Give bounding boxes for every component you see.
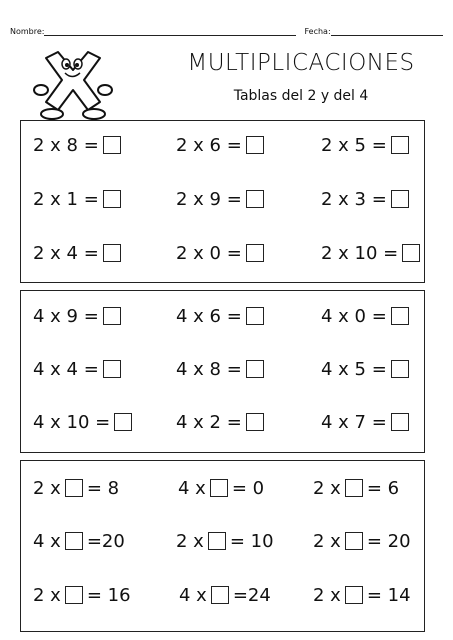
exercise-result: = 20 — [366, 530, 411, 552]
exercise — [176, 133, 268, 157]
exercise-row — [21, 476, 424, 500]
exercise-text: 4 x 5 = — [321, 358, 387, 380]
exercise-prefix: 2 x — [313, 530, 341, 552]
exercise-prefix: 2 x — [33, 584, 61, 606]
exercise-text: 4 x 4 = — [33, 358, 99, 380]
exercise — [33, 357, 125, 381]
answer-box[interactable] — [103, 360, 121, 378]
exercise-text: 2 x 9 = — [176, 188, 242, 210]
exercise-result: = 14 — [366, 584, 411, 606]
table-4-section — [20, 290, 425, 453]
exercise — [176, 410, 268, 434]
exercise-text: 4 x 0 = — [321, 305, 387, 327]
exercise-text: 4 x 9 = — [33, 305, 99, 327]
exercise-row — [21, 410, 424, 434]
exercise — [321, 304, 413, 328]
answer-box[interactable] — [391, 136, 409, 154]
exercise-prefix: 2 x — [313, 584, 341, 606]
name-date-header — [10, 20, 443, 36]
answer-box[interactable] — [114, 413, 132, 431]
answer-box[interactable] — [246, 244, 264, 262]
exercise — [33, 241, 125, 265]
answer-box[interactable] — [345, 532, 363, 550]
exercise — [176, 529, 274, 553]
exercise-text: 2 x 10 = — [321, 242, 399, 264]
exercise-row — [21, 529, 424, 553]
exercise-result: = 6 — [366, 477, 400, 499]
exercise-result: = 8 — [86, 477, 120, 499]
exercise — [33, 187, 125, 211]
answer-box[interactable] — [208, 532, 226, 550]
exercise-row — [21, 583, 424, 607]
exercise-result: = 10 — [229, 530, 274, 552]
exercise-result: = 0 — [231, 477, 265, 499]
answer-box[interactable] — [103, 136, 121, 154]
exercise-row — [21, 133, 424, 157]
answer-box[interactable] — [65, 479, 83, 497]
exercise — [321, 187, 413, 211]
exercise-text: 4 x 8 = — [176, 358, 242, 380]
exercise-result: = 16 — [86, 584, 131, 606]
exercise — [33, 304, 125, 328]
answer-box[interactable] — [103, 190, 121, 208]
exercise-prefix: 2 x — [176, 530, 204, 552]
exercise-row — [21, 304, 424, 328]
exercise-row — [21, 187, 424, 211]
exercise — [321, 410, 413, 434]
answer-box[interactable] — [246, 413, 264, 431]
answer-box[interactable] — [103, 244, 121, 262]
page-subtitle: Tablas del 2 y del 4 — [233, 88, 369, 104]
answer-box[interactable] — [211, 586, 229, 604]
exercise — [176, 241, 268, 265]
answer-box[interactable] — [246, 360, 264, 378]
answer-box[interactable] — [391, 360, 409, 378]
exercise-text: 2 x 0 = — [176, 242, 242, 264]
date-label: Fecha: — [304, 27, 331, 36]
exercise — [33, 529, 125, 553]
table-2-section — [20, 120, 425, 283]
exercise — [313, 529, 411, 553]
exercise-prefix: 4 x — [179, 584, 207, 606]
name-label: Nombre: — [10, 27, 45, 36]
exercise — [33, 583, 131, 607]
answer-box[interactable] — [345, 479, 363, 497]
answer-box[interactable] — [391, 190, 409, 208]
answer-box[interactable] — [345, 586, 363, 604]
exercise-row — [21, 357, 424, 381]
answer-box[interactable] — [65, 586, 83, 604]
answer-box[interactable] — [391, 307, 409, 325]
exercise — [178, 476, 264, 500]
exercise-text: 4 x 10 = — [33, 411, 111, 433]
name-field[interactable] — [44, 25, 296, 36]
exercise-text: 2 x 3 = — [321, 188, 387, 210]
exercise-text: 2 x 5 = — [321, 134, 387, 156]
exercise — [33, 476, 119, 500]
answer-box[interactable] — [246, 136, 264, 154]
exercise-prefix: 4 x — [178, 477, 206, 499]
answer-box[interactable] — [103, 307, 121, 325]
exercise-text: 2 x 6 = — [176, 134, 242, 156]
answer-box[interactable] — [65, 532, 83, 550]
exercise — [313, 476, 399, 500]
exercise — [321, 241, 424, 265]
exercise-result: =20 — [86, 530, 125, 552]
exercise — [176, 304, 268, 328]
exercise-prefix: 2 x — [33, 477, 61, 499]
exercise — [33, 133, 125, 157]
answer-box[interactable] — [391, 413, 409, 431]
exercise-text: 2 x 1 = — [33, 188, 99, 210]
answer-box[interactable] — [246, 190, 264, 208]
answer-box[interactable] — [210, 479, 228, 497]
exercise-text: 2 x 4 = — [33, 242, 99, 264]
exercise-text: 2 x 8 = — [33, 134, 99, 156]
exercise-result: =24 — [232, 584, 271, 606]
missing-factor-section — [20, 460, 425, 632]
exercise-prefix: 2 x — [313, 477, 341, 499]
exercise — [179, 583, 271, 607]
exercise-text: 4 x 7 = — [321, 411, 387, 433]
exercise — [176, 187, 268, 211]
date-field[interactable] — [331, 25, 443, 36]
exercise — [321, 357, 413, 381]
page-title: MULTIPLICACIONES — [187, 50, 415, 76]
multiplication-sign-mascot-icon — [32, 44, 114, 122]
exercise-prefix: 4 x — [33, 530, 61, 552]
exercise — [313, 583, 411, 607]
exercise — [321, 133, 413, 157]
answer-box[interactable] — [402, 244, 420, 262]
exercise-row — [21, 241, 424, 265]
exercise — [176, 357, 268, 381]
exercise-text: 4 x 2 = — [176, 411, 242, 433]
exercise — [33, 410, 136, 434]
exercise-text: 4 x 6 = — [176, 305, 242, 327]
answer-box[interactable] — [246, 307, 264, 325]
